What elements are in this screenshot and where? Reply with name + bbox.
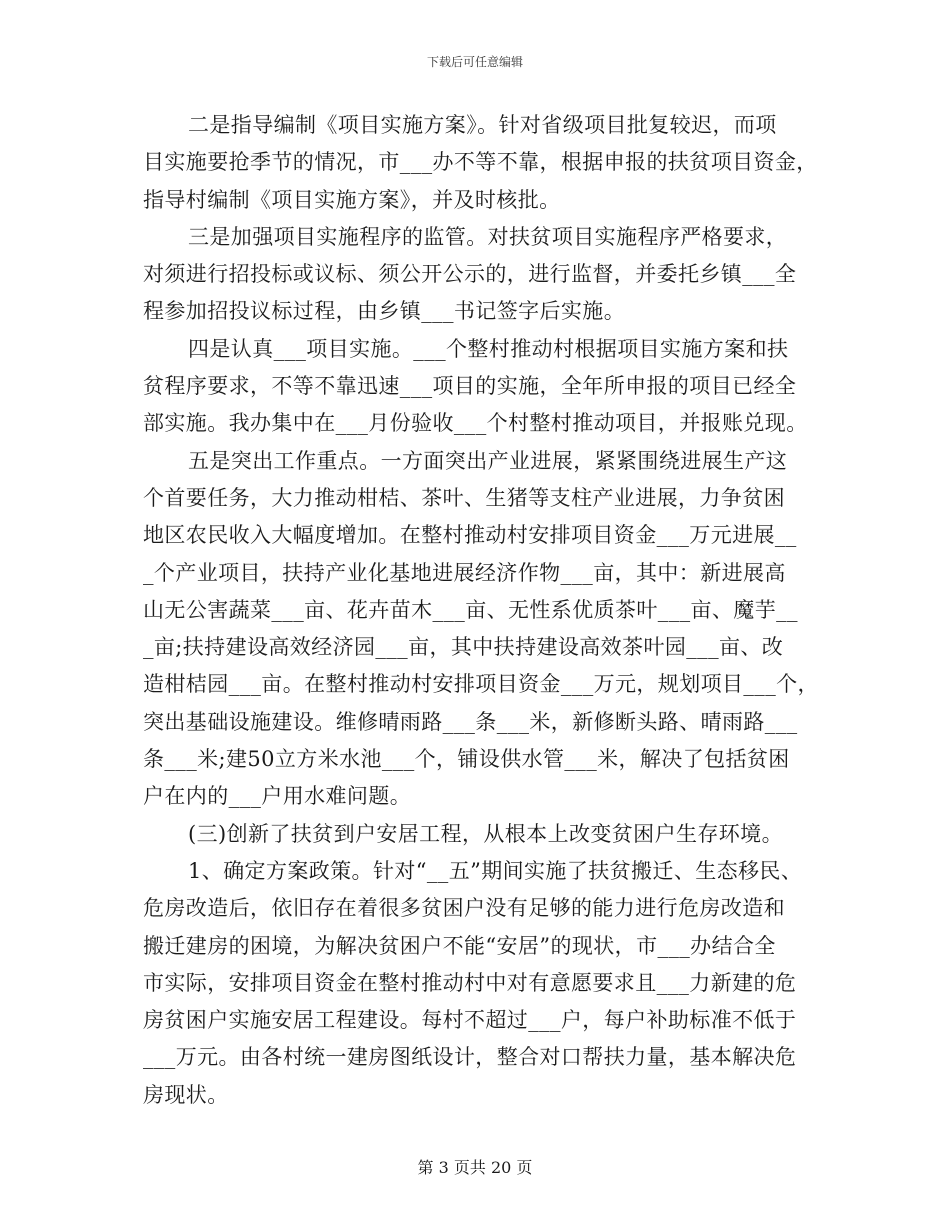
paragraph xyxy=(143,107,833,219)
text-line: 贫程序要求，不等不靠迅速___项目的实施，全年所申报的项目已经全 xyxy=(143,374,797,399)
page-number: 第 3 页共 20 页 xyxy=(417,1158,533,1177)
text-line: (三)创新了扶贫到户安居工程，从根本上改变贫困户生存环境。 xyxy=(188,821,783,846)
text-line: 房现状。 xyxy=(143,1082,229,1107)
text-line: ___万元。由各村统一建房图纸设计，整合对口帮扶力量，基本解决危 xyxy=(143,1045,797,1070)
text-line: 危房改造后，依旧存在着很多贫困户没有足够的能力进行危房改造和 xyxy=(143,896,785,921)
text-line: 突出基础设施建设。维修晴雨路___条___米，新修断头路、晴雨路___ xyxy=(143,709,798,734)
text-line: 1、确定方案政策。针对“__五”期间实施了扶贫搬迁、生态移民、 xyxy=(188,858,803,883)
text-line: _亩;扶持建设高效经济园___亩，其中扶持建设高效茶叶园___亩、改 xyxy=(143,635,784,660)
text-line: 部实施。我办集中在___月份验收___个村整村推动项目，并报账兑现。 xyxy=(143,411,808,436)
text-line: 地区农民收入大幅度增加。在整村推动村安排项目资金___万元进展__ xyxy=(143,523,797,548)
text-line: 市实际，安排项目资金在整村推动村中对有意愿要求且___力新建的危 xyxy=(143,970,797,995)
text-line: 山无公害蔬菜___亩、花卉苗木___亩、无性系优质茶叶___亩、魔芋__ xyxy=(143,597,798,622)
paragraph xyxy=(143,219,833,331)
text-line: 个首要任务，大力推动柑桔、茶叶、生猪等支柱产业进展，力争贫困 xyxy=(143,485,785,510)
text-line: 造柑桔园___亩。在整村推动村安排项目资金___万元，规划项目___个， xyxy=(143,672,819,697)
text-line: 三是加强项目实施程序的监管。对扶贫项目实施程序严格要求， xyxy=(188,224,788,249)
paragraph xyxy=(143,853,833,1114)
text-line: 条___米;建50立方米水池___个，铺设供水管___米，解决了包括贫困 xyxy=(143,747,790,772)
text-line: 搬迁建房的困境，为解决贫困户不能“安居”的现状，市___办结合全 xyxy=(143,933,776,958)
text-line: 指导村编制《项目实施方案》，并及时核批。 xyxy=(143,187,561,212)
document-body xyxy=(143,107,833,1114)
section-heading xyxy=(143,816,833,853)
page-footer xyxy=(0,1155,950,1178)
text-line: 五是突出工作重点。一方面突出产业进展，紧紧围绕进展生产这 xyxy=(188,448,788,473)
text-line: _个产业项目，扶持产业化基地进展经济作物___亩，其中：新进展高 xyxy=(143,560,786,585)
paragraph xyxy=(143,331,833,443)
page-header xyxy=(0,53,950,70)
paragraph xyxy=(143,443,833,816)
text-line: 对须进行招投标或议标、须公开公示的，进行监督，并委托乡镇___全 xyxy=(143,262,797,287)
header-note: 下载后可任意编辑 xyxy=(426,55,523,69)
text-line: 目实施要抢季节的情况，市___办不等不靠，根据申报的扶贫项目资金， xyxy=(143,150,818,175)
text-line: 程参加招投议标过程，由乡镇___书记签字后实施。 xyxy=(143,299,626,324)
text-line: 四是认真___项目实施。___个整村推动村根据项目实施方案和扶 xyxy=(188,336,789,361)
text-line: 二是指导编制《项目实施方案》。针对省级项目批复较迟，而项 xyxy=(188,113,777,137)
text-line: 房贫困户实施安居工程建设。每村不超过___户，每户补助标准不低于 xyxy=(143,1008,797,1033)
text-line: 户在内的___户用水难问题。 xyxy=(143,784,412,809)
